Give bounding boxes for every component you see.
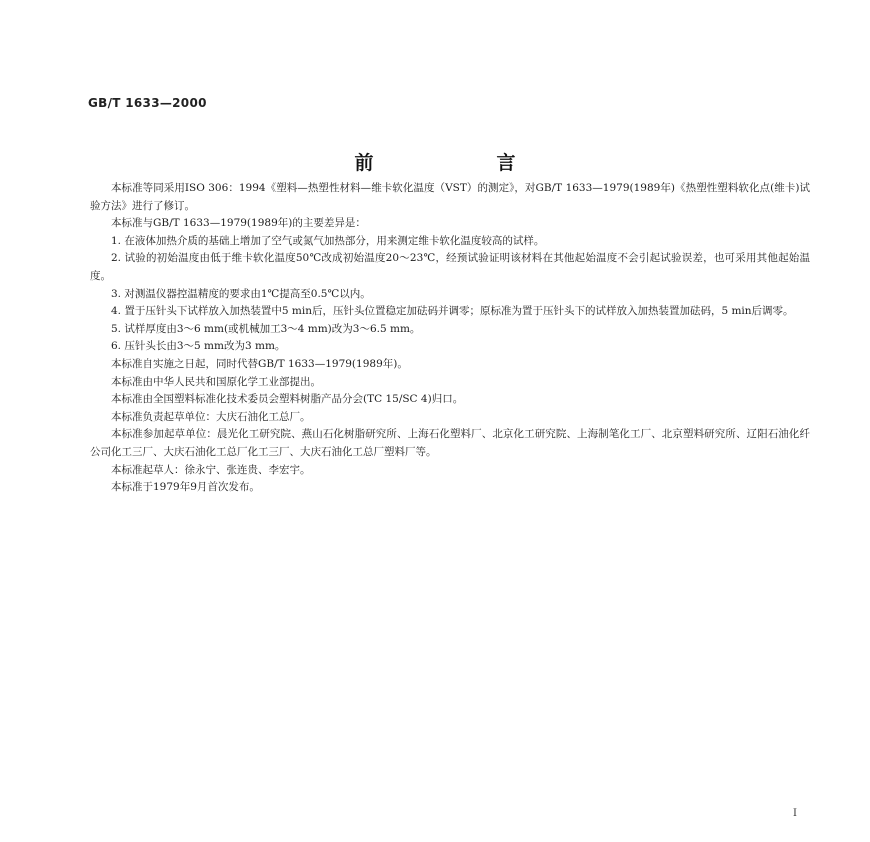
document-body: [90, 180, 810, 497]
paragraph-intro: 本标准等同采用ISO 306：1994《塑料—热塑性材料—维卡软化温度（VST）的测定》，对GB/T 1633—1979(1989年)《热塑性塑料软化点(维卡)试验方法》进行了修订。: [90, 182, 810, 212]
paragraph-proposer: 本标准由中华人民共和国原化学工业部提出。: [111, 375, 321, 388]
paragraph-difference-1: 1. 在液体加热介质的基础上增加了空气或氮气加热部分，用来测定维卡软化温度较高的试样。: [111, 234, 545, 247]
page-title: 前 言: [354, 152, 568, 174]
paragraph-difference-2: 2. 试验的初始温度由低于维卡软化温度50℃改成初始温度20～23℃，经预试验证明该材料在其他起始温度不会引起试验误差，也可采用其他起始温度。: [90, 252, 810, 282]
paragraph-committee: 本标准由全国塑料标准化技术委员会塑料树脂产品分会(TC 15/SC 4)归口。: [111, 393, 464, 406]
paragraph-first-issued: 本标准于1979年9月首次发布。: [111, 481, 260, 494]
page-number: Ⅰ: [793, 808, 797, 819]
paragraph-drafting-unit: 本标准负责起草单位：大庆石油化工总厂。: [111, 410, 311, 423]
paragraph-difference-3: 3. 对测温仪器控温精度的要求由1℃提高至0.5℃以内。: [111, 287, 371, 300]
paragraph-drafters: 本标准起草人：徐永宁、张连贵、李宏宇。: [111, 463, 311, 476]
paragraph-replacement: 本标准自实施之日起，同时代替GB/T 1633—1979(1989年)。: [111, 357, 408, 370]
paragraph-difference-5: 5. 试样厚度由3～6 mm(或机械加工3～4 mm)改为3～6.5 mm。: [111, 322, 421, 335]
standard-code: GB/T 1633—2000: [88, 96, 207, 110]
paragraph-difference-4: 4. 置于压针头下试样放入加热装置中5 min后，压针头位置稳定加砝码并调零；原标准为置于压针头下的试样放入加热装置加砝码，5 min后调零。: [111, 305, 794, 318]
paragraph-differences-heading: 本标准与GB/T 1633—1979(1989年)的主要差异是：: [111, 217, 366, 230]
paragraph-difference-6: 6. 压针头长由3～5 mm改为3 mm。: [111, 340, 286, 353]
paragraph-participating-units: 本标准参加起草单位：晨光化工研究院、燕山石化树脂研究所、上海石化塑料厂、北京化工研究院、上海制笔化工厂、北京塑料研究所、辽阳石油化纤公司化工三厂、大庆石油化工总厂化工三厂、大庆石油化工总厂塑料厂等。: [90, 428, 810, 458]
